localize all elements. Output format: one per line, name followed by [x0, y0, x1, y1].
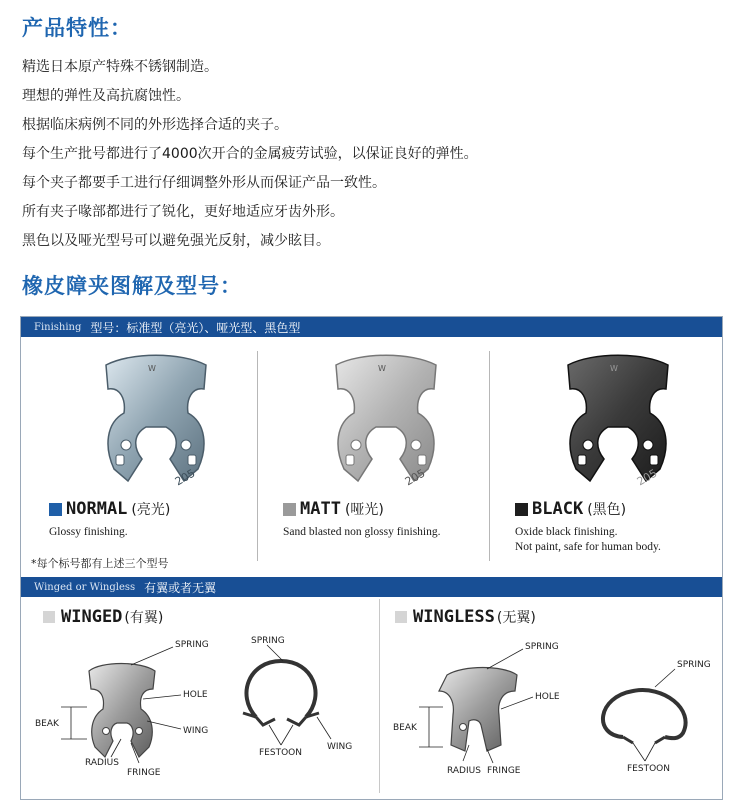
diagram-heading: 橡皮障夹图解及型号： [22, 274, 242, 298]
feature-item: 理想的弹性及高抗腐蚀性。 [22, 88, 190, 104]
features-heading: 产品特性： [22, 16, 132, 40]
desc-line: Glossy finishing. [49, 526, 128, 538]
clamp-info-panel [20, 316, 723, 800]
winged-bar-cn: 有翼或者无翼 [144, 580, 217, 595]
features-list [22, 53, 478, 256]
clamp-number: 205 [172, 466, 198, 489]
finishing-bar-en: Finishing [34, 321, 82, 333]
label-hole: HOLE [183, 690, 208, 700]
wingless-diagram [383, 635, 719, 785]
type-cn: (亮光) [131, 502, 171, 518]
type-matt-desc [283, 525, 441, 540]
feature-item: 每个夹子都要手工进行仔细调整外形从而保证产品一致性。 [22, 175, 386, 191]
type-name: BLACK [532, 499, 584, 519]
clamp-number: 205 [634, 466, 660, 489]
clamp-normal-image [86, 347, 226, 495]
black-swatch [515, 503, 528, 516]
label-wing: WING [327, 742, 353, 752]
type-black-desc [515, 525, 661, 555]
label-radius: RADIUS [447, 766, 481, 776]
winged-clamp-shape [89, 664, 155, 758]
divider [379, 599, 380, 793]
label-beak: BEAK [393, 723, 417, 733]
type-cn: (哑光) [344, 502, 384, 518]
clamp-top-mark: W [148, 364, 156, 373]
divider [489, 351, 490, 561]
clamp-matt-image [316, 347, 456, 495]
winged-cn: (有翼) [124, 610, 164, 626]
label-radius: RADIUS [85, 758, 119, 768]
feature-item: 所有夹子喙部都进行了锐化，更好地适应牙齿外形。 [22, 204, 344, 220]
type-black-label [515, 499, 626, 519]
desc-line: Sand blasted non glossy finishing. [283, 526, 441, 538]
wingless-label [395, 607, 536, 627]
label-wing: WING [183, 726, 209, 736]
desc-line: Oxide black finishing. [515, 526, 618, 538]
feature-item: 黑色以及哑光型号可以避免强光反射，减少眩目。 [22, 233, 330, 249]
label-hole: HOLE [535, 692, 560, 702]
clamp-top-mark: W [610, 364, 618, 373]
type-name: MATT [300, 499, 341, 519]
wingless-swatch [395, 611, 407, 623]
clamp-shape [106, 355, 206, 481]
finishing-bar-cn: 型号：标准型（亮光）、哑光型、黑色型 [90, 320, 301, 335]
divider [257, 351, 258, 561]
winged-bar [21, 577, 722, 597]
type-normal-desc [49, 525, 128, 540]
winged-bar-en: Winged or Wingless [34, 581, 136, 593]
clamp-top-mark: W [378, 364, 386, 373]
winged-title: WINGED [61, 607, 123, 627]
type-name: NORMAL [66, 499, 128, 519]
type-normal-label [49, 499, 170, 519]
wingless-clamp-shape [439, 668, 517, 752]
label-spring: SPRING [175, 640, 209, 650]
label-fringe: FRINGE [487, 766, 521, 776]
wingless-cn: (无翼) [496, 610, 536, 626]
clamp-shape [568, 355, 668, 481]
matt-swatch [283, 503, 296, 516]
clamp-black-image [548, 347, 688, 495]
feature-item: 每个生产批号都进行了4000次开合的金属疲劳试验，以保证良好的弹性。 [22, 146, 478, 162]
wingless-title: WINGLESS [413, 607, 495, 627]
label-spring: SPRING [525, 642, 559, 652]
winged-diagram [31, 635, 371, 785]
wingless-top-view [603, 690, 686, 743]
label-fringe: FRINGE [127, 768, 161, 778]
normal-swatch [49, 503, 62, 516]
winged-swatch [43, 611, 55, 623]
feature-item: 精选日本原产特殊不锈钢制造。 [22, 59, 218, 75]
type-cn: (黑色) [587, 502, 627, 518]
label-spring: SPRING [677, 660, 711, 670]
clamp-shape [336, 355, 436, 481]
winged-top-view [243, 661, 319, 725]
finishing-bar [21, 317, 722, 337]
label-spring: SPRING [251, 636, 285, 646]
label-festoon: FESTOON [627, 764, 670, 774]
desc-line: Not paint, safe for human body. [515, 541, 661, 553]
winged-label [43, 607, 163, 627]
label-festoon: FESTOON [259, 748, 302, 758]
feature-item: 根据临床病例不同的外形选择合适的夹子。 [22, 117, 288, 133]
availability-note: *每个标号都有上述三个型号 [31, 557, 169, 570]
label-beak: BEAK [35, 719, 59, 729]
type-matt-label [283, 499, 384, 519]
clamp-number: 205 [402, 466, 428, 489]
